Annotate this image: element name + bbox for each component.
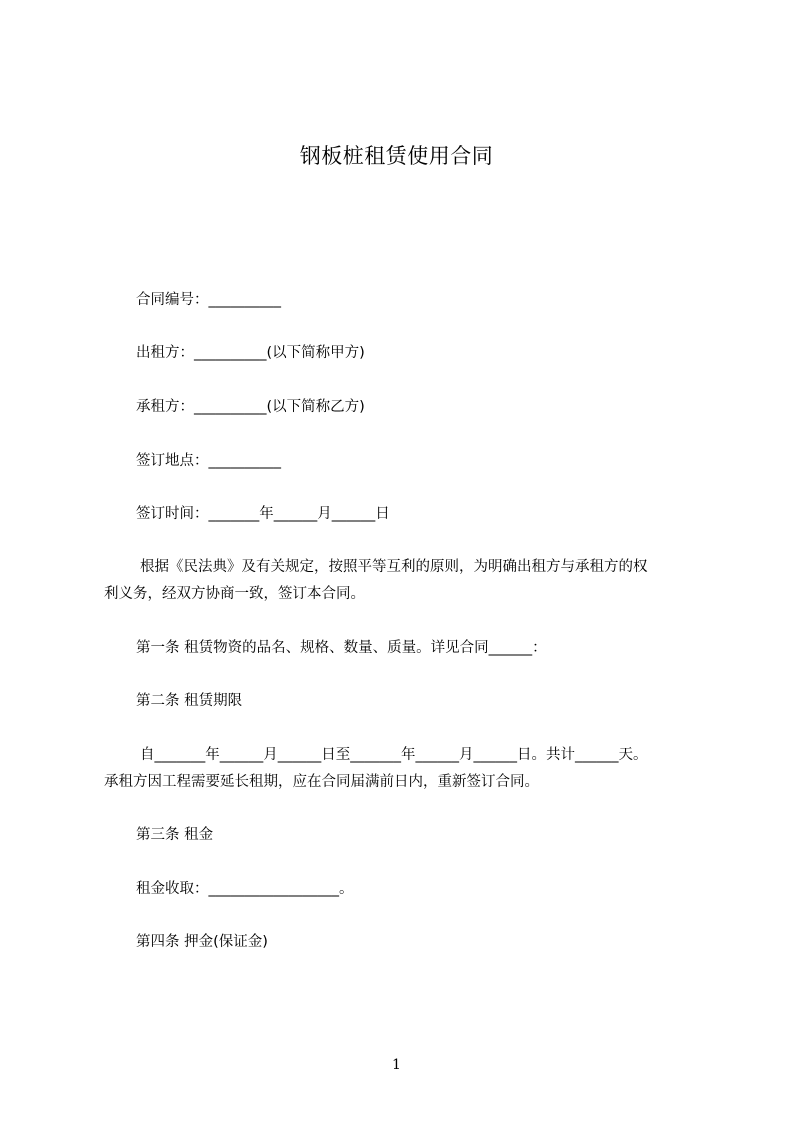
article-2-heading: 第二条 租赁期限 xyxy=(136,693,243,709)
contract-number-field: 合同编号：__________ xyxy=(136,292,281,308)
sign-place-field: 签订地点：__________ xyxy=(136,453,281,469)
sign-date-field: 签订时间：_______年______月______日 xyxy=(136,506,390,522)
document-title: 钢板桩租赁使用合同 xyxy=(299,144,494,168)
intro-paragraph-line-2: 利义务，经双方协商一致，签订本合同。 xyxy=(104,586,365,602)
intro-paragraph-line-1: 根据《民法典》及有关规定，按照平等互利的原则，为明确出租方与承租方的权 xyxy=(140,559,648,575)
page-number: 1 xyxy=(392,1057,401,1073)
lease-term-line-2: 承租方因工程需要延长租期，应在合同届满前日内，重新签订合同。 xyxy=(104,774,539,790)
lessee-field: 承租方：__________(以下简称乙方) xyxy=(136,399,365,415)
rent-collection-field: 租金收取：__________________。 xyxy=(136,881,354,897)
lessor-field: 出租方：__________(以下简称甲方) xyxy=(136,345,365,361)
article-1: 第一条 租赁物资的品名、规格、数量、质量。详见合同______： xyxy=(136,640,547,656)
article-4-heading: 第四条 押金(保证金) xyxy=(136,934,268,950)
lease-term-line-1: 自_______年______月______日至_______年______月______日。共计______天。 xyxy=(140,747,648,763)
article-3-heading: 第三条 租金 xyxy=(136,827,214,843)
